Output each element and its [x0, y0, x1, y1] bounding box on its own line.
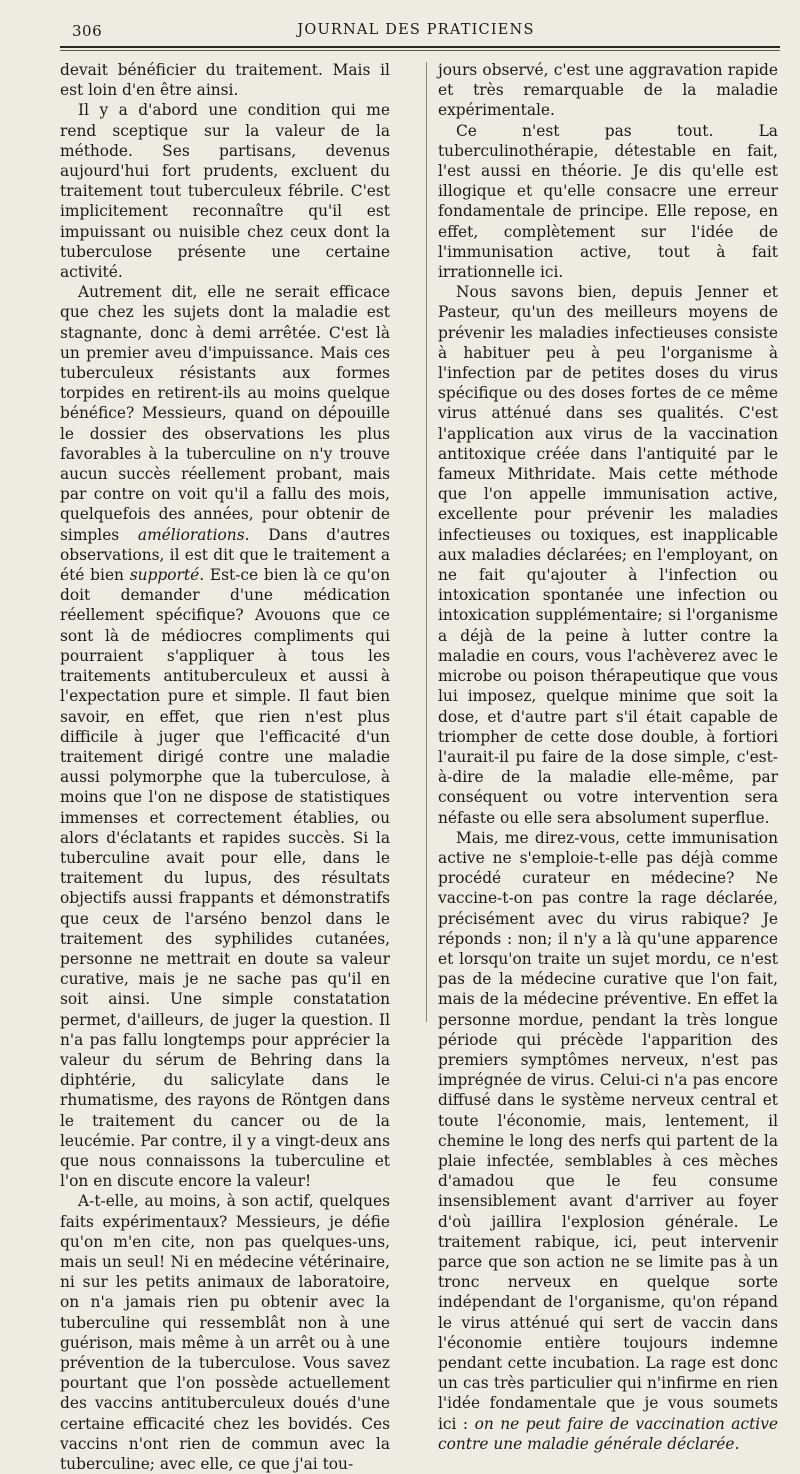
paragraph [60, 282, 390, 1191]
paragraph: Nous savons bien, depuis Jenner et Pasteur, qu'un des meilleurs moyens de prévenir les maladies infectieuses consiste à habituer peu à peu l'organisme à l'infection par de petites doses du virus spécifique ou des doses fortes de ce même virus atténué dans ses qualités. C'est l'application aux virus de la vaccination antitoxique créée dans l'antiquité par le fameux Mithridate. Mais cette méthode que l'on appelle immunisation active, excellente pour prévenir les maladies infectieuses ou toxiques, est inapplicable aux maladies déclarées; en l'employant, on ne fait qu'ajouter à l'infection ou intoxication spontanée une infection ou intoxication supplémentaire; si l'organisme a déjà de la peine à lutter contre la maladie en cours, vous l'achèverez avec le microbe ou poison thérapeutique que vous lui imposez, quelque minime que soit la dose, et d'autre part s'il était capable de triompher de cette dose double, à fortiori l'aurait-il pu faire de la dose simple, c'est-à-dire de la maladie elle-même, par conséquent ou votre intervention sera néfaste ou elle sera absolument superflue. [438, 283, 778, 827]
page-header [60, 20, 772, 44]
paragraph: A-t-elle, au moins, à son actif, quelques faits expérimentaux? Messieurs, je défie qu'on m'en cite, non pas quelques-uns, mais un seul! Ni en médecine vétérinaire, ni sur les petits animaux de laboratoire, on n'a jamais rien pu obtenir avec la tuberculine qui ressemblât non à une guérison, mais même à un arrêt ou à une prévention de la tuberculose. Vous savez pourtant que l'on possède actuellement des vaccins antituberculeux doués d'une certaine efficacité chez les bovidés. Ces vaccins n'ont rien de commun avec la tuberculine; avec elle, ce que j'ai tou- [60, 1192, 390, 1474]
italic-run: améliorations [137, 525, 245, 544]
italic-run: supporté [129, 566, 200, 585]
paragraph: devait bénéficier du traitement. Mais il est loin d'en être ainsi. [60, 61, 390, 100]
column-divider [426, 62, 427, 1022]
paragraph: Ce n'est pas tout. La tuberculinothérapie, détestable en fait, l'est aussi en théorie. Je dis qu'elle est illogique et qu'elle consacre une erreur fondamentale de principe. Elle repose, en effet, complètement sur l'idée de l'immunisation active, tout à fait irrationnelle ici. [438, 121, 778, 282]
text-run: . Est-ce bien là ce qu'on doit demander d'une médication réellement spécifique? Avouons que ce sont là de médiocres compliments qui pourraient s'appliquer à tous les traitements antituberculeux et aussi à l'expectation pure et simple. Il faut bien savoir, en effet, que rien n'est plus difficile à juger que l'efficacité d'un traitement dirigé contre une maladie aussi polymorphe que la tuberculose, à moins que l'on ne dispose de statistiques immenses et correctement établies, ou alors d'éclatants et rapides succès. Si la tuberculine avait pour elle, dans le traitement du lupus, des résultats objectifs aussi frappants et démonstratifs que ceux de l'arséno benzol dans le traitement des syphilides cutanées, personne ne mettrait en doute sa valeur curative, mais je ne sache pas qu'il en soit ainsi. Une simple constatation permet, d'ailleurs, de juger la question. Il n'a pas fallu longtemps pour apprécier la valeur du sérum de Behring dans la diphtérie, du salicylate dans le rhumatisme, des rayons de Röntgen dans le traitement du cancer ou de la leucémie. Par contre, il y a vingt-deux ans que nous connaissons la tuberculine et l'on en discute encore la valeur! [60, 566, 390, 1191]
italic-conclusion: on ne peut faire de vaccination active contre une maladie générale déclarée. [438, 1414, 778, 1453]
text-run: . Dans d'autres observations, il est dit que le traitement a été bien [60, 525, 390, 585]
left-column [60, 60, 390, 1474]
text-run: Autrement dit, elle ne serait efficace que chez les sujets dont la maladie est stagnante, donc à demi arrêtée. C'est là un premier aveu d'impuissance. Mais ces tuberculeux résistants aux formes torpides en retirent-ils au moins quelque bénéfice? Messieurs, quand on dépouille le dossier des observations les plus favorables à la tuberculine on n'y trouve aucun succès réellement probant, mais par contre on voit qu'il a fallu des mois, quelquefois des années, pour obtenir de simples [60, 283, 390, 544]
right-column [438, 60, 778, 1454]
header-rule [60, 46, 780, 48]
running-title: JOURNAL DES PRATICIENS [297, 22, 535, 38]
text-run: Mais, me direz-vous, cette immunisation active ne s'emploie-t-elle pas déjà comme procédé curateur en médecine? Ne vaccine-t-on pas contre la rage déclarée, précisément avec du virus rabique? Je réponds : non; il n'y a là qu'une apparence et lorsqu'on traite un sujet mordu, ce n'est pas de la médecine curative que l'on fait, mais de la médecine préventive. En effet la personne mordue, pendant la très longue période qui précède l'apparition des premiers symptômes nerveux, n'est pas imprégnée de virus. Celui-ci n'a pas encore diffusé dans le système nerveux central et toute l'économie, mais, lentement, il chemine le long des nerfs qui partent de la plaie infectée, semblables à ces mèches d'amadou que le feu consume insensiblement avant d'arriver au foyer d'où jaillira l'explosion générale. Le traitement rabique, ici, peut intervenir parce que son action ne se limite pas à un tronc nerveux en quelque sorte indépendant de l'organisme, qu'on répand le virus atténué qui sert de vaccin dans l'économie entière toujours indemne pendant cette incubation. La rage est donc un cas très particulier qui n'infirme en rien l'idée fondamentale que je vous soumets ici : [438, 828, 778, 1433]
page-number: 306 [72, 22, 103, 40]
paragraph [438, 828, 778, 1454]
paragraph: Il y a d'abord une condition qui me rend sceptique sur la valeur de la méthode. Ses partisans, devenus aujourd'hui fort prudents, excluent du traitement tout tuberculeux fébrile. C'est implicitement reconnaître qu'il est impuissant ou nuisible chez ceux dont la tuberculose présente une certaine activité. [60, 101, 390, 282]
header-rule-thin [60, 50, 780, 51]
paragraph: jours observé, c'est une aggravation rapide et très remarquable de la maladie expérimentale. [438, 61, 778, 120]
